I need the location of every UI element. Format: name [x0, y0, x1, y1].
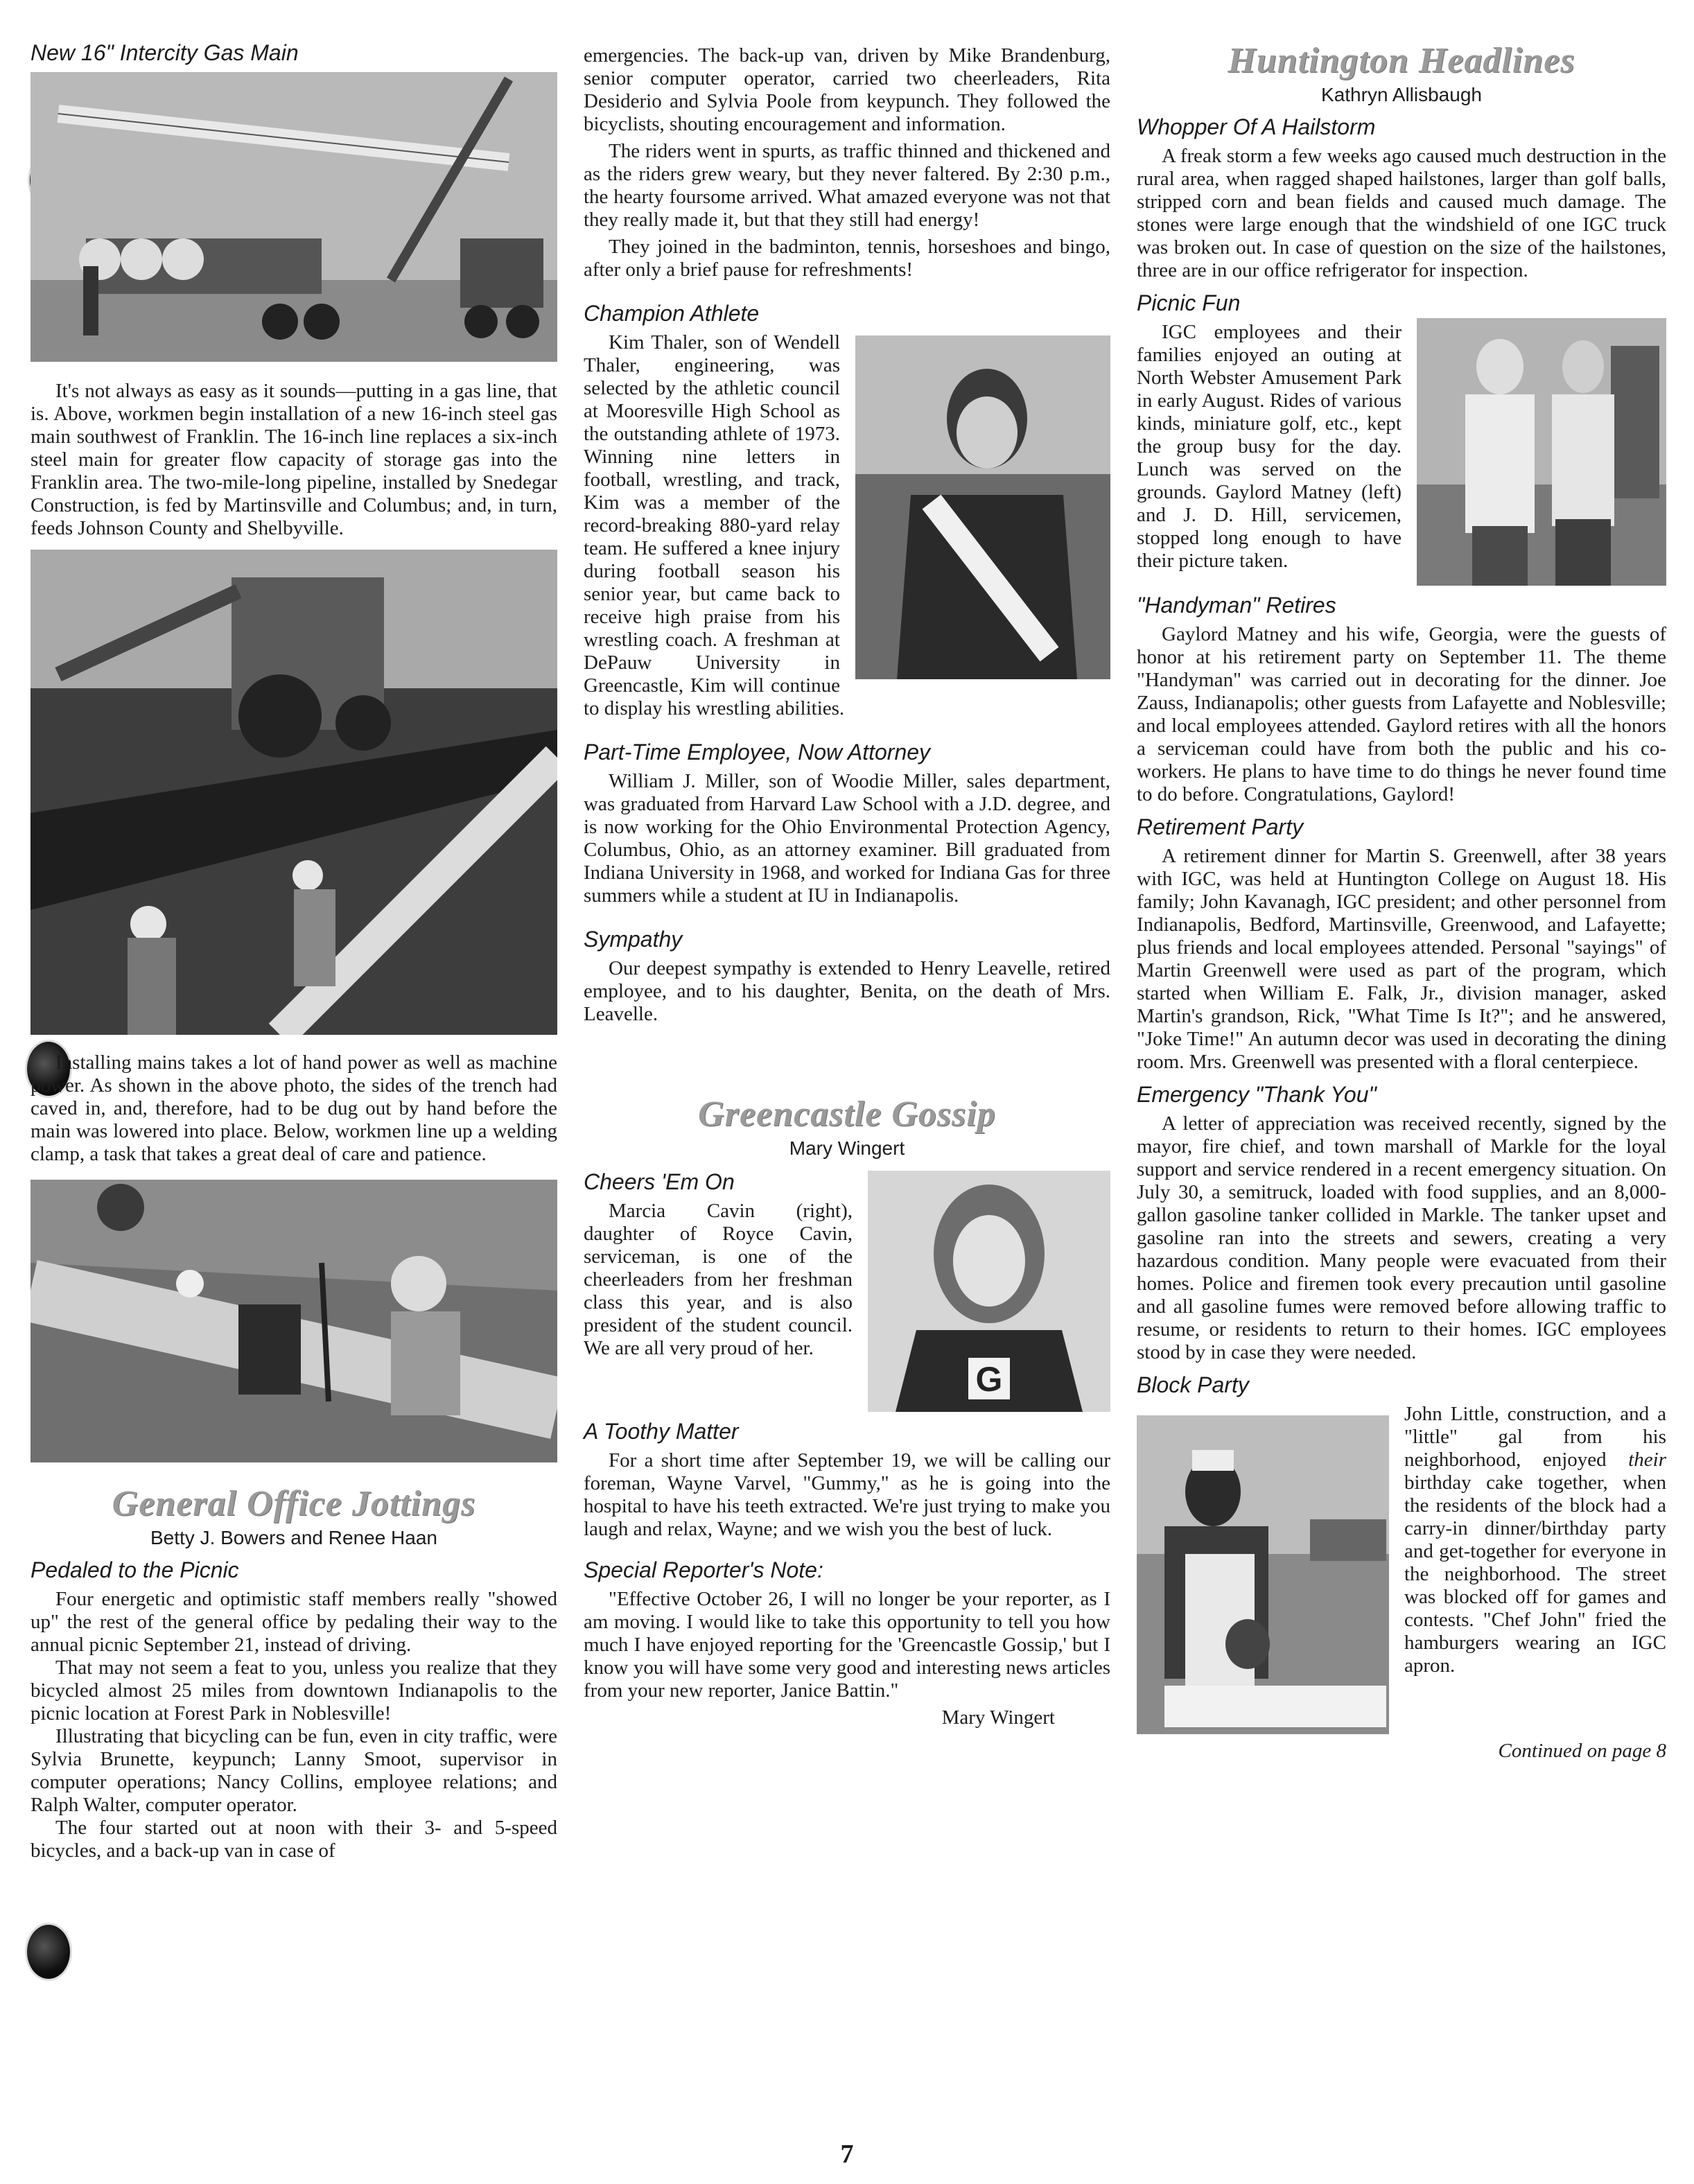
column-middle — [584, 44, 1110, 1729]
attorney-heading: Part-Time Employee, Now Attorney — [584, 740, 931, 765]
picnic-paragraph-2: That may not seem a feat to you, unless you realize that they bicycled almost 25 miles from downtown Indianapolis to the picnic location at Forest Park in Noblesville! — [30, 1657, 557, 1724]
photo-kim-thaler — [855, 335, 1110, 679]
picnic-paragraph-6: The riders went in spurts, as traffic thinned and thickened and as the riders grew weary, but they never faltered. By 2:30 p.m., the hearty foursome arrived. What amazed everyone was not that they really made it, but that they still had energy! — [584, 140, 1110, 231]
general-office-byline: Betty J. Bowers and Renee Haan — [150, 1527, 437, 1548]
gas-main-heading: New 16" Intercity Gas Main — [30, 40, 299, 65]
picnic-paragraph-1: Four energetic and optimistic staff members really "showed up" the rest of the general office by pedaling their way to the annual picnic September 21, instead of driving. — [30, 1588, 557, 1656]
photo-matney-hill — [1417, 318, 1666, 586]
photo-welding-clamp — [30, 1180, 557, 1462]
handyman-paragraph: Gaylord Matney and his wife, Georgia, were the guests of honor at his retirement party on September 11. The theme "Handyman" was carried out in decorating for the dinner. Joe Zauss, Indianapolis; other guests from Lafayette and Noblesville; and local employees attended. Gaylord retires with all the honors a serviceman could have from both the public and his co-workers. He plans to have time to do things he never found time to do before. Congratulations, Gaylord! — [1137, 623, 1666, 805]
retirement-party-heading: Retirement Party — [1137, 814, 1304, 839]
photo-john-little — [1137, 1415, 1389, 1734]
photo-pipe-loading — [30, 72, 557, 362]
gas-main-paragraph-2: Installing mains takes a lot of hand power as well as machine power. As shown in the above photo, the sides of the trench had caved in, and, therefore, had to be dug out by hand before the main was lowered into place. Below, workmen line up a welding clamp, a task that takes a great deal of care and patience. — [30, 1051, 557, 1165]
continued-link[interactable]: Continued on page 8 — [1498, 1740, 1666, 1762]
picnic-paragraph-5: emergencies. The back-up van, driven by Mike Brandenburg, senior computer operator, carried two cheerleaders, Rita Desiderio and Sylvia Poole from keypunch. They followed the bicyclists, shouting encouragement and information. — [584, 44, 1110, 135]
retirement-party-paragraph: A retirement dinner for Martin S. Greenwell, after 38 years with IGC, was held at Huntington College on August 18. His family; John Kavanagh, IGC president; and other personnel from Indianapolis, Bedford, Martinsville, Greenwood, and Lafayette; plus friends and local employees attended. Personal "sayings" of Martin Greenwell were used as part of the program, which started when William E. Falk, Jr., division manager, asked Martin's grandson, Rick, "What Time Is It?"; and he answered, "Joke Time!" An autumn decor was used in decorating the dining room. Mrs. Greenwell was presented with a floral centerpiece. — [1137, 845, 1666, 1073]
reporter-note-heading: Special Reporter's Note: — [584, 1557, 823, 1582]
toothy-matter-paragraph: For a short time after September 19, we will be calling our foreman, Wayne Varvel, "Gummy," as he is going into the hospital to have his teeth extracted. We're just trying to make you laugh and relax, Wayne; and we wish you the best of luck. — [584, 1449, 1110, 1540]
block-party-text-a: John Little, construction, and a "little" gal from his neighborhood, enjoyed — [1404, 1403, 1666, 1471]
sweater-letter-text: G — [975, 1360, 1003, 1399]
column-right — [1137, 40, 1666, 1763]
champion-athlete-heading: Champion Athlete — [584, 301, 760, 326]
emergency-thanks-paragraph: A letter of appreciation was received recently, signed by the mayor, fire chief, and town marshall of Markle for the loyal support and service rendered in a recent emergency situation. On July 30, a semitruck, loaded with food supplies, and an 8,000-gallon gasoline tanker collided in Markle. The tanker upset and gasoline ran into the streets and sewers, creating a very hazardous condition. Many people were evacuated from their homes. Police and firemen took every precaution until gasoline and all gasoline fumes were removed before allowing traffic to resume, or residents to return to their homes. IGC employees stood by in case they were needed. — [1137, 1112, 1666, 1363]
picnic-paragraph-3: Illustrating that bicycling can be fun, even in city traffic, were Sylvia Brunette, keypunch; Lanny Smoot, supervisor in computer operations; Nancy Collins, employee relations; and Ralph Walter, computer operator. — [30, 1725, 557, 1816]
block-party-text-b: birthday cake together, when the residents of the block had a carry-in dinner/birthday party and get-together for everyone in the neighborhood. The street was blocked off for games and contests. "Chef John" fried the hamburgers wearing an IGC apron. — [1404, 1471, 1666, 1677]
attorney-paragraph: William J. Miller, son of Woodie Miller, sales department, was graduated from Harvard Law School with a J.D. degree, and is now working for the Ohio Environmental Protection Agency, Columbus, Ohio, as an attorney examiner. Bill graduated from Indiana University in 1968, and worked for Indiana Gas for three summers while a student at IU in Indianapolis. — [584, 770, 1110, 907]
reporter-note-paragraph: "Effective October 26, I will no longer be your reporter, as I am moving. I would like to take this opportunity to tell you how much I have enjoyed reporting for the 'Greencastle Gossip,' but I know you will have some very good and interesting news articles from your new reporter, Janice Battin." — [584, 1588, 1110, 1702]
column-left — [30, 35, 557, 1869]
gas-main-paragraph-1: It's not always as easy as it sounds—putting in a gas line, that is. Above, workmen begin installation of a new 16-inch steel gas main southwest of Franklin. The 16-inch line replaces a six-inch steel main for greater flow capacity of storage gas into the Franklin area. The two-mile-long pipeline, installed by Snedegar Construction, is fed by Martinsville and Columbus; and, in turn, feeds Johnson County and Shelbyville. — [30, 380, 557, 539]
hailstorm-heading: Whopper Of A Hailstorm — [1137, 114, 1376, 139]
emergency-thanks-heading: Emergency "Thank You" — [1137, 1082, 1377, 1107]
greencastle-byline: Mary Wingert — [789, 1137, 905, 1159]
picnic-paragraph-4: The four started out at noon with their 3- and 5-speed bicycles, and a back-up van in case of — [30, 1817, 557, 1862]
sympathy-paragraph: Our deepest sympathy is extended to Henry Leavelle, retired employee, and to his daughter, Benita, on the death of Mrs. Leavelle. — [584, 957, 1110, 1025]
punch-hole-bottom — [25, 1923, 72, 1981]
huntington-headlines-title: Huntington Headlines — [1228, 41, 1575, 80]
reporter-signature: Mary Wingert — [941, 1706, 1055, 1729]
picnic-paragraph-7: They joined in the badminton, tennis, horseshoes and bingo, after only a brief pause for refreshments! — [584, 236, 1110, 281]
block-party-emphasis: their — [1628, 1449, 1666, 1471]
general-office-jottings-title: General Office Jottings — [112, 1484, 476, 1523]
hailstorm-paragraph: A freak storm a few weeks ago caused much destruction in the rural area, when ragged shaped hailstones, larger than golf balls, stripped corn and bean fields and caused much damage. The stones were large enough that the windshield of one IGC truck was broken out. In case of question on the size of the hailstones, three are in our office refrigerator for inspection. — [1137, 145, 1666, 281]
picnic-heading: Pedaled to the Picnic — [30, 1557, 239, 1582]
photo-marcia-cavin — [868, 1171, 1110, 1412]
photo-trench-excavator — [30, 550, 557, 1035]
page-number: 7 — [840, 2140, 854, 2169]
block-party-heading: Block Party — [1137, 1372, 1249, 1397]
picnic-fun-heading: Picnic Fun — [1137, 290, 1241, 315]
champion-athlete-paragraph: Kim Thaler, son of Wendell Thaler, engineering, was selected by the athletic council at Mooresville High School as the outstanding athlete of 1973. Winning nine letters in football, wrestling, and track, Kim was a member of the record-breaking 880-yard relay team. He suffered a knee injury during football season his senior year, but came back to receive high praise from his wrestling coach. A freshman at DePauw University in Greencastle, Kim will continue to display his wrestling abilities. — [584, 331, 845, 719]
greencastle-gossip-title: Greencastle Gossip — [698, 1094, 996, 1134]
handyman-heading: "Handyman" Retires — [1137, 593, 1336, 618]
cheers-heading: Cheers 'Em On — [584, 1169, 735, 1194]
sympathy-heading: Sympathy — [584, 927, 683, 952]
toothy-matter-heading: A Toothy Matter — [584, 1419, 739, 1444]
picnic-fun-paragraph: IGC employees and their families enjoyed an outing at North Webster Amusement Park in early August. Rides of various kinds, miniature golf, etc., kept the group busy for the day. Lunch was served on the grounds. Gaylord Matney (left) and J. D. Hill, servicemen, stopped long enough to have their picture taken. — [1137, 321, 1402, 572]
cheers-paragraph: Marcia Cavin (right), daughter of Royce Cavin, serviceman, is one of the cheerleaders from her freshman class this year, and is also president of the student council. We are all very proud of her. — [584, 1200, 853, 1359]
huntington-byline: Kathryn Allisbaugh — [1321, 84, 1482, 105]
